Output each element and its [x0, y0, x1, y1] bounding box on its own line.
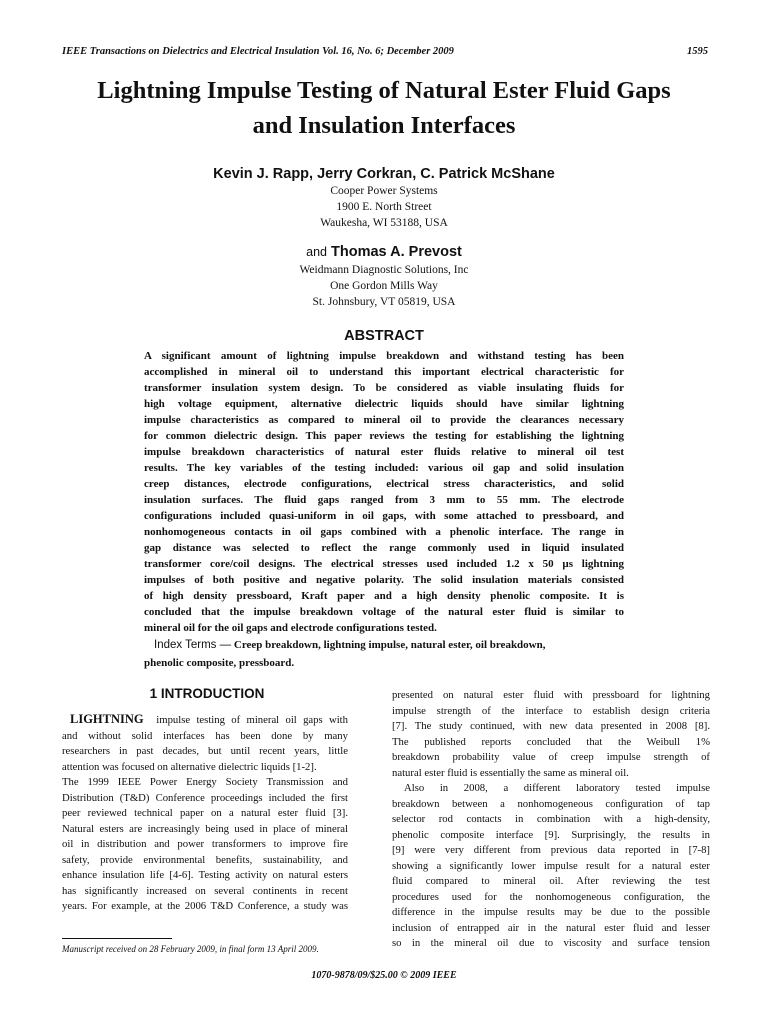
body-line: procedures used for the nonhomogeneous configuration, the: [392, 890, 710, 903]
body-line: inclusion of entrapped air in the natural ester fluid and lesser: [392, 921, 710, 934]
body-line: enhance insulation life [4-6]. Testing activity on natural esters: [62, 869, 348, 881]
abstract-line: mineral oil for the oil gaps and electrode configurations tested.: [144, 622, 437, 634]
affiliation-line: Weidmann Diagnostic Solutions, Inc: [299, 264, 469, 276]
abstract-line: gap distance was selected to reflect the range commonly used in liquid insulated: [144, 542, 624, 554]
body-line: Distribution (T&D) Conference proceedings included the first: [62, 791, 348, 804]
footnote-rule: [62, 938, 172, 939]
lead-line-text: impulse testing of mineral oil gaps with: [156, 714, 349, 726]
index-terms: [144, 636, 644, 672]
body-line: peer reviewed technical paper on a natural ester fluid [3].: [62, 807, 348, 819]
body-line: researchers in past decades, but until recent years, little: [62, 745, 348, 757]
affiliation-line: One Gordon Mills Way: [330, 280, 438, 292]
abstract-line: high voltage equipment, alternative dielectric liquids should have similar lightning: [144, 398, 624, 410]
body-line: The published reports concluded that the Weibull 1%: [392, 735, 710, 748]
body-line: presented on natural ester fluid with pressboard for lightning: [392, 689, 710, 701]
index-terms-line-2: phenolic composite, pressboard.: [144, 657, 295, 669]
index-terms-line-1: [144, 636, 644, 654]
and-connector: and: [306, 245, 327, 259]
page-number: 1595: [687, 46, 708, 57]
abstract-line: insulation surfaces. The fluid gaps ranged from 3 mm to 55 mm. The electrode: [144, 494, 624, 506]
abstract-line: impulse characteristics as compared to mineral oil to provide the clearances necessary: [144, 414, 624, 426]
body-line: The 1999 IEEE Power Energy Society Transmission and: [62, 776, 348, 788]
body-line: fluid compared to mineral oil. After reviewing the test: [392, 875, 710, 887]
section-heading-introduction: 1 INTRODUCTION: [149, 686, 265, 701]
copyright-line: 1070-9878/09/$25.00 © 2009 IEEE: [311, 970, 457, 981]
body-line: so in the mineral oil due to viscosity and surface tension: [392, 937, 710, 949]
abstract-line: impulse breakdown characteristics of natural ester fluids relative to mineral oil test: [144, 446, 624, 458]
abstract-line: transformer insulation system design. To be considered as viable insulating fluids for: [144, 382, 624, 394]
abstract-body: [144, 348, 624, 636]
abstract-line: nonhomogeneous contacts in oil gaps combined with a phenolic interface. The range in: [144, 526, 624, 538]
body-line: selector rod contacts in combination with a high-density,: [392, 813, 710, 825]
body-line: years. For example, at the 2006 T&D Conference, a study was: [62, 900, 348, 912]
body-line: breakdown probability value of creep impulse strength of: [392, 751, 710, 763]
body-line: safety, provide environmental benefits, sustainability, and: [62, 853, 348, 866]
body-line: Also in 2008, a different laboratory tested impulse: [404, 782, 710, 794]
affiliation-line: Cooper Power Systems: [330, 185, 438, 197]
title-line-2: and Insulation Interfaces: [252, 112, 516, 139]
author-names-1: Kevin J. Rapp, Jerry Corkran, C. Patrick McShane: [213, 166, 555, 182]
lead-word: LIGHTNING: [70, 712, 144, 726]
author-names-2: [0, 244, 768, 260]
abstract-line: creep distances, electrode configurations, electrical stress characteristics, and solid: [144, 478, 624, 490]
journal-header: IEEE Transactions on Dielectrics and Electrical Insulation Vol. 16, No. 6; December 2009: [62, 46, 454, 57]
manuscript-footnote: Manuscript received on 28 February 2009, in final form 13 April 2009.: [62, 944, 319, 954]
abstract-line: transformer core/coil designs. The electrical stresses used included 1.2 x 50 µs lightning: [144, 558, 624, 570]
body-line: impulse strength of the interface to establish design criteria: [392, 704, 710, 717]
affiliation-2: [0, 262, 768, 310]
abstract-line: concluded that the impulse breakdown voltage of the natural ester fluid is similar to: [144, 606, 624, 618]
body-line: has significantly increased on several continents in recent: [62, 884, 348, 897]
body-line: breakdown between a nonhomogeneous configuration of tap: [392, 797, 710, 810]
body-line: oil in distribution and power transformers to improve fire: [62, 838, 348, 850]
abstract-heading: ABSTRACT: [344, 328, 424, 344]
body-line: showing a significantly lower impulse result for a natural ester: [392, 859, 710, 872]
body-line: attention was focused on alternative dielectric liquids [1-2].: [62, 760, 317, 773]
abstract-line: impulses of both positive and negative polarity. The solid insulation materials consisted: [144, 574, 624, 586]
paper-title: [40, 73, 728, 143]
abstract-line: for common dielectric design. This paper reviews the testing for establishing the lightning: [144, 430, 624, 442]
right-column: [392, 688, 710, 952]
intro-first-line: [62, 712, 348, 729]
index-terms-text: Creep breakdown, lightning impulse, natural ester, oil breakdown,: [233, 639, 546, 651]
title-line-1: Lightning Impulse Testing of Natural Ester Fluid Gaps: [97, 77, 671, 104]
body-line: Natural esters are increasingly being used in place of mineral: [62, 822, 348, 835]
body-line: and without solid interfaces has been done by many: [62, 729, 348, 742]
affiliation-line: St. Johnsbury, VT 05819, USA: [312, 296, 456, 308]
abstract-line: configurations included quasi-uniform in oil gaps, with some attached to pressboard, and: [144, 510, 624, 522]
affiliation-line: Waukesha, WI 53188, USA: [320, 217, 448, 229]
affiliation-1: [0, 183, 768, 231]
abstract-line: A significant amount of lightning impulse breakdown and withstand testing has been: [144, 350, 624, 362]
affiliation-line: 1900 E. North Street: [336, 201, 432, 213]
author-name: Thomas A. Prevost: [331, 244, 462, 260]
abstract-line: results. The key variables of the testing included: various oil gap and solid insulation: [144, 462, 624, 474]
index-terms-label: Index Terms —: [154, 639, 232, 651]
abstract-line: accomplished in mineral oil to understand this important electrical characteristic for: [144, 366, 624, 378]
body-line: difference in the impulse results may be due to the possible: [392, 906, 710, 918]
body-line: phenolic composite interface [9]. Surprisingly, the results in: [392, 828, 710, 841]
left-column: [62, 712, 348, 915]
body-line: natural ester fluid is essentially the same as mineral oil.: [392, 766, 629, 779]
body-line: [9] were very different from previous data reported in [7-8]: [392, 844, 710, 856]
abstract-line: of high density pressboard, Kraft paper and a high density phenolic composite. It is: [144, 590, 624, 602]
body-line: [7]. The study continued, with new data presented in 2008 [8].: [392, 720, 710, 732]
